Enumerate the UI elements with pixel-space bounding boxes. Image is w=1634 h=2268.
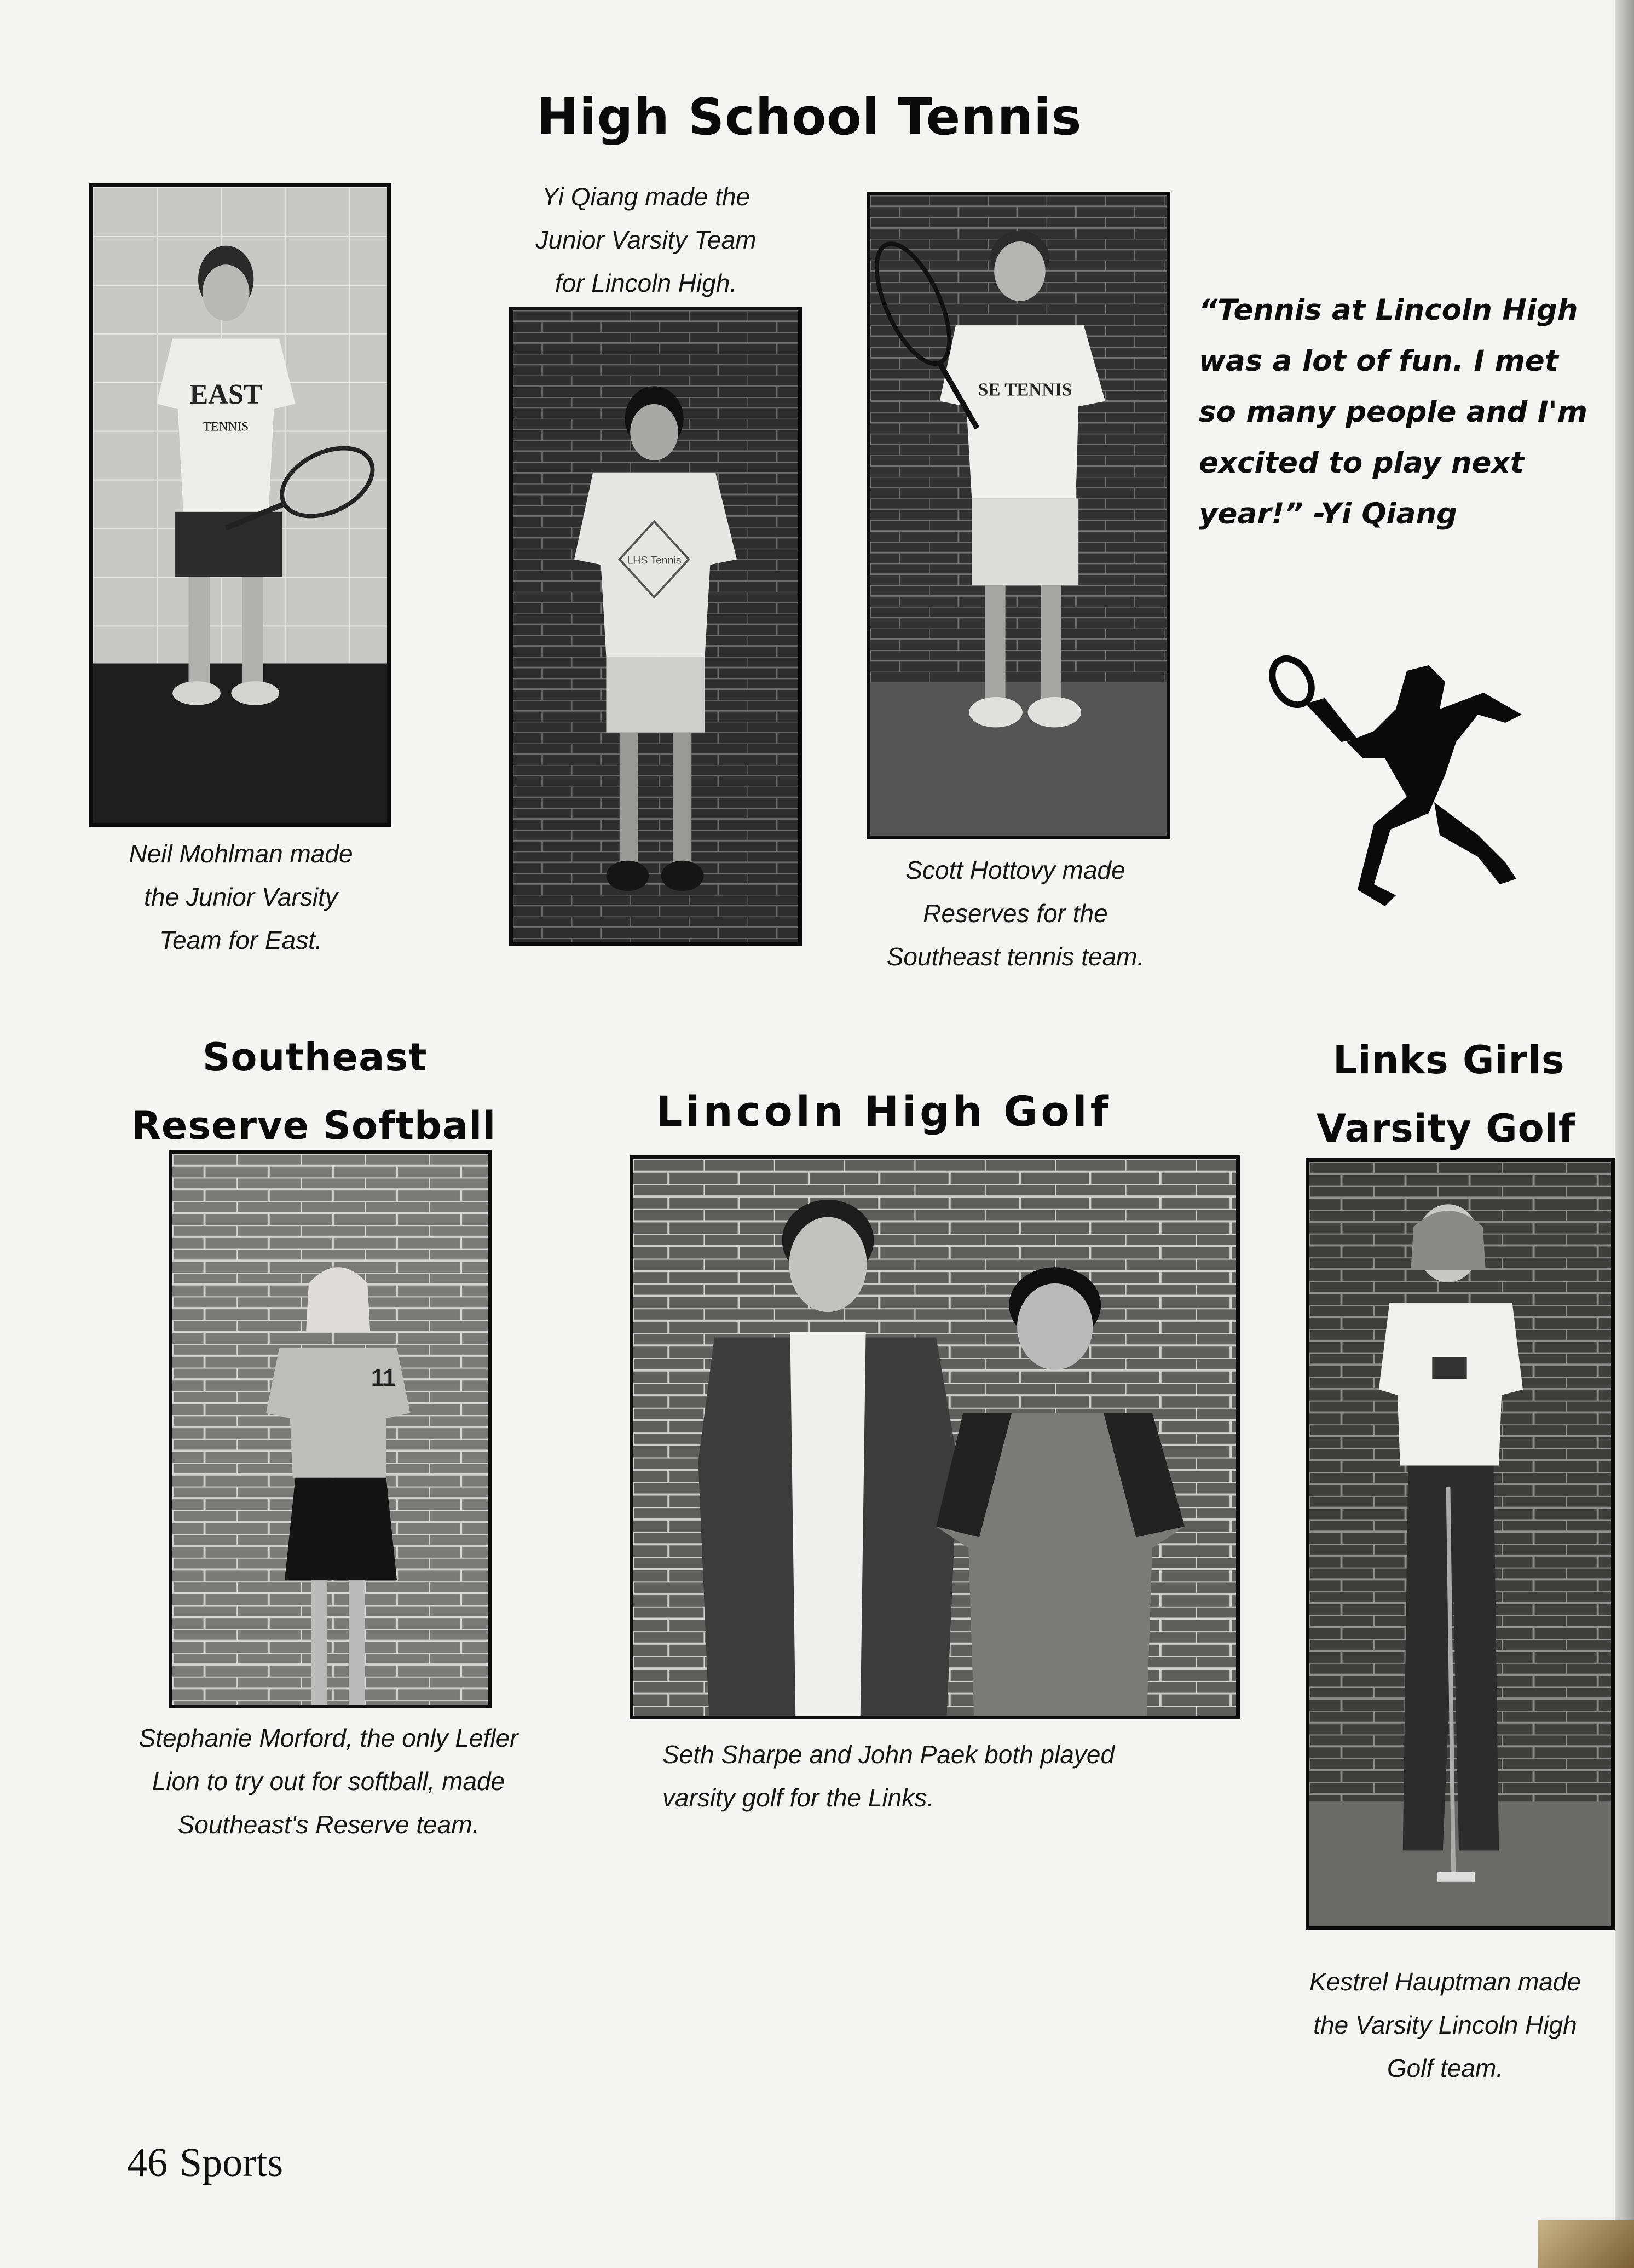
photo-scott-hottovy — [867, 192, 1170, 839]
caption-kestrel-hauptman — [1278, 1960, 1612, 2090]
neil-shirt-subtext: TENNIS — [203, 419, 249, 434]
caption-line: Southeast tennis team. — [886, 942, 1145, 971]
caption-line: the Junior Varsity — [144, 883, 338, 911]
caption-line: Kestrel Hauptman made — [1309, 1967, 1581, 1996]
softball-heading-line2: Reserve Softball — [131, 1103, 496, 1148]
girls-golf-heading-line2: Varsity Golf — [1317, 1106, 1576, 1151]
caption-line: Yi Qiang made the — [541, 182, 750, 211]
tennis-player-silhouette-icon — [1265, 649, 1577, 923]
caption-line: Team for East. — [159, 926, 322, 954]
yi-shirt-text: LHS Tennis — [627, 554, 682, 567]
caption-line: Lion to try out for softball, made — [152, 1767, 505, 1795]
quote-line: excited to play next — [1199, 446, 1525, 480]
caption-line: Scott Hottovy made — [905, 856, 1125, 884]
girls-golf-heading-line1: Links Girls — [1333, 1038, 1565, 1083]
caption-line: varsity golf for the Links. — [662, 1783, 934, 1812]
caption-seth-john — [662, 1733, 1237, 1820]
section-name: Sports — [180, 2140, 284, 2185]
softball-heading-line1: Southeast — [203, 1035, 428, 1080]
stephanie-jersey-number: 11 — [371, 1365, 396, 1392]
caption-line: Stephanie Morford, the only Lefler — [138, 1724, 518, 1752]
caption-line: Golf team. — [1387, 2054, 1504, 2082]
neil-shirt-text: EAST — [189, 379, 262, 411]
caption-line: Neil Mohlman made — [129, 839, 353, 868]
quote-line: was a lot of fun. I met — [1199, 344, 1559, 378]
caption-stephanie-morford — [77, 1717, 580, 1846]
quote-line: year!” -Yi Qiang — [1199, 497, 1458, 531]
caption-yi-qiang — [482, 175, 810, 305]
golf-heading: Lincoln High Golf — [656, 1087, 1112, 1136]
scott-shirt-text: SE TENNIS — [978, 379, 1072, 400]
caption-neil-mohlman — [77, 832, 405, 962]
page-footer — [127, 2140, 295, 2186]
caption-line: for Lincoln High. — [555, 269, 737, 297]
caption-line: Reserves for the — [923, 899, 1108, 928]
yi-qiang-quote — [1199, 285, 1626, 539]
photo-seth-sharpe-john-paek — [630, 1155, 1240, 1719]
photo-yi-qiang — [509, 307, 802, 946]
caption-line: the Varsity Lincoln High — [1313, 2011, 1577, 2039]
caption-line: Seth Sharpe and John Paek both played — [662, 1740, 1115, 1769]
caption-line: Junior Varsity Team — [535, 226, 757, 254]
page-number: 46 — [127, 2140, 168, 2185]
quote-line: “Tennis at Lincoln High — [1199, 293, 1578, 327]
caption-line: Southeast's Reserve team. — [177, 1810, 480, 1839]
photo-stephanie-morford — [169, 1150, 492, 1708]
photo-neil-mohlman — [89, 183, 391, 827]
caption-scott-hottovy — [851, 849, 1180, 978]
page-corner — [1538, 2220, 1634, 2268]
photo-kestrel-hauptman — [1306, 1158, 1615, 1930]
quote-line: so many people and I'm — [1199, 395, 1587, 429]
tennis-heading: High School Tennis — [536, 88, 1082, 146]
